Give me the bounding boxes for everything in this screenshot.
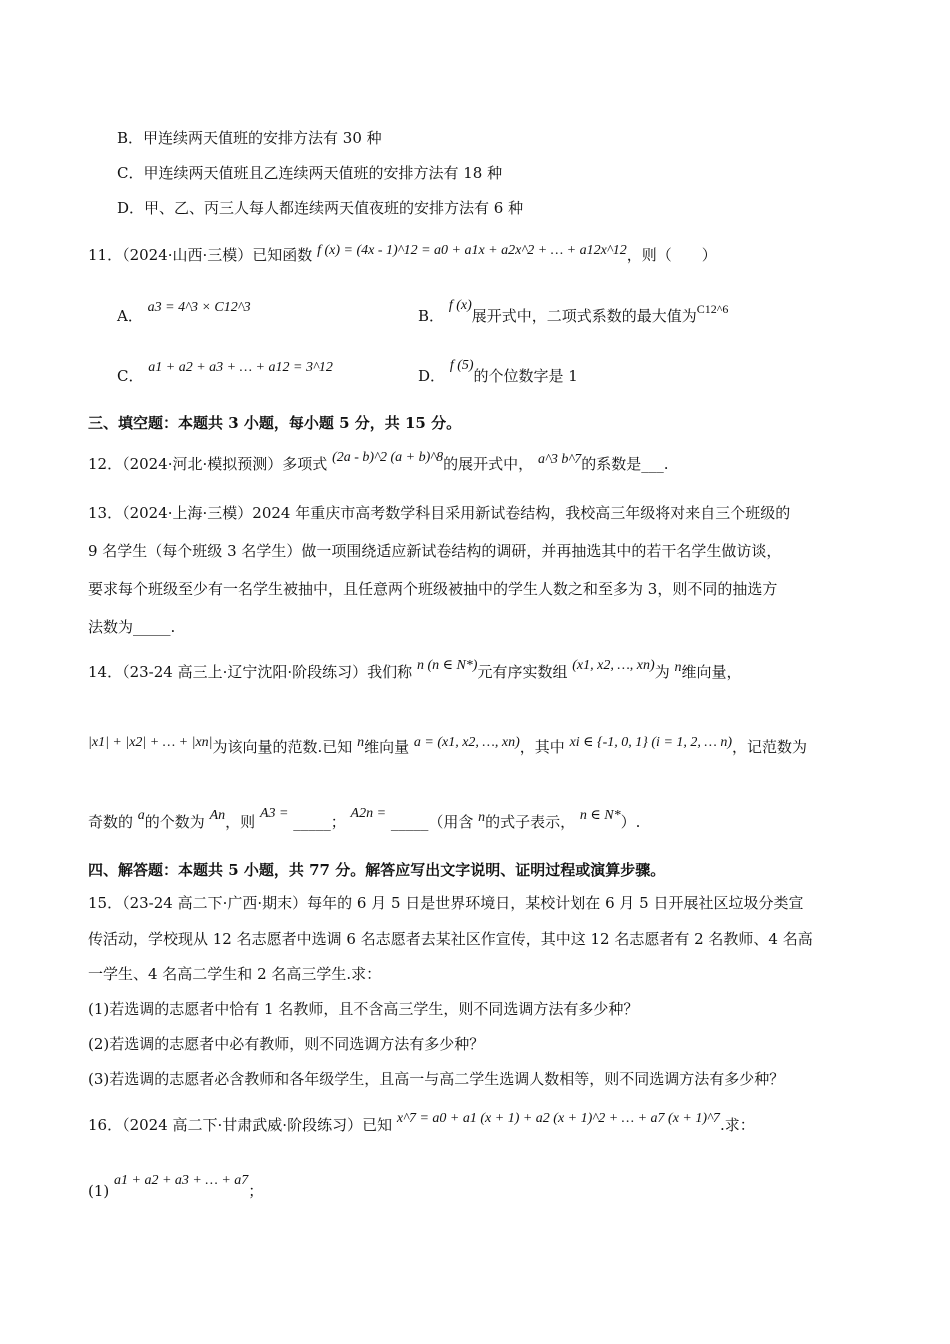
- question-text: 为该向量的范数.已知: [212, 738, 353, 756]
- question-end: .: [663, 455, 669, 473]
- q10-option-b: [117, 128, 382, 148]
- formula: A2n =: [350, 806, 387, 821]
- q13-line-1: [88, 503, 790, 523]
- formula: a^3 b^7: [537, 452, 582, 467]
- answer-blank-1[interactable]: _____: [293, 813, 331, 831]
- q10-option-d: [117, 198, 523, 218]
- option-text: 甲、乙、丙三人每人都连续两天值夜班的安排方法有 6 种: [144, 199, 524, 217]
- question-text: 奇数的: [88, 813, 134, 831]
- question-text: 元有序实数组: [477, 663, 568, 681]
- question-text: ）.: [620, 813, 641, 831]
- q13-line-3: 要求每个班级至少有一名学生被抽中，且任意两个班级被抽中的学生人数之和至多为 3，则不同的抽选方: [88, 580, 778, 598]
- formula: a: [137, 808, 145, 823]
- answer-blank-2[interactable]: _____: [390, 813, 429, 831]
- formula: f (5): [449, 358, 474, 373]
- formula: (x1, x2, …, xn): [572, 658, 655, 673]
- option-text: 甲连续两天值班且乙连续两天值班的安排方法有 18 种: [143, 164, 503, 182]
- question-text: 维向量: [364, 738, 410, 756]
- formula: (2a - b)^2 (a + b)^8: [332, 450, 444, 465]
- answer-blank[interactable]: ___: [641, 455, 664, 473]
- q12-stem: [88, 450, 669, 476]
- question-number: 14．: [88, 663, 123, 681]
- question-number: 13．: [88, 504, 123, 522]
- q15-part-2: (2)若选调的志愿者中必有教师，则不同选调方法有多少种？: [88, 1035, 485, 1053]
- question-text: ，记范数为: [732, 738, 808, 756]
- question-tail: ，则（ ）: [626, 246, 717, 264]
- question-text: （2024·上海·三模）2024 年重庆市高考数学科目采用新试卷结构，我校高三年级将对来自三个班级的: [122, 504, 791, 522]
- formula: x^7 = a0 + a1 (x + 1) + a2 (x + 1)^2 + … + a7 (x + 1)^7: [396, 1111, 720, 1126]
- option-label: B．: [117, 129, 144, 147]
- q13-line-4: [88, 617, 175, 637]
- question-text: （23-24 高二下·广西·期末）每年的 6 月 5 日是世界环境日，某校计划在 6 月 5 日开展社区垃圾分类宣: [122, 894, 804, 912]
- question-text: 的式子表示，: [485, 813, 576, 831]
- q14-line-1: [88, 658, 742, 684]
- formula: n: [478, 810, 486, 825]
- q16-stem: [88, 1111, 755, 1137]
- question-source: （2024·河北·模拟预测）多项式: [122, 455, 328, 473]
- question-source: （2024 高二下·甘肃武威·阶段练习）已知: [122, 1116, 393, 1134]
- part-end: ；: [248, 1182, 264, 1200]
- question-source: （23-24 高三上·辽宁沈阳·阶段练习）我们称: [122, 663, 413, 681]
- q10-option-c: [117, 163, 502, 183]
- option-text: 的个位数字是 1: [473, 367, 578, 385]
- formula: C12^6: [696, 302, 729, 316]
- q15-line-3: 一学生、4 名高二学生和 2 名高三学生.求：: [88, 965, 382, 983]
- question-text: 的个数为: [144, 813, 205, 831]
- q15-line-2: 传活动，学校现从 12 名志愿者中选调 6 名志愿者去某社区作宣传，其中这 12 名志愿者有 2 名教师、4 名高: [88, 930, 813, 948]
- option-text: 甲连续两天值班的安排方法有 30 种: [143, 129, 382, 147]
- section-heading-solutions: 四、解答题：本题共 5 小题，共 77 分。解答应写出文字说明、证明过程或演算步骤。: [88, 861, 666, 879]
- part-label: (1): [88, 1182, 110, 1200]
- question-text: ，则: [225, 813, 256, 831]
- option-label: D．: [117, 199, 145, 217]
- q11-option-a: [117, 300, 251, 328]
- option-label: A．: [117, 307, 143, 325]
- question-number: 12．: [88, 455, 123, 473]
- question-number: 11．: [88, 246, 123, 264]
- question-tail: .求：: [719, 1116, 755, 1134]
- q14-line-2: [88, 737, 807, 759]
- section-heading-fill-in: 三、填空题：本题共 3 小题，每小题 5 分，共 15 分。: [88, 414, 462, 432]
- option-text: 展开式中，二项式系数的最大值为: [471, 307, 697, 325]
- question-text: ；: [330, 813, 346, 831]
- formula: a = (x1, x2, …, xn): [413, 735, 520, 750]
- q16-part-1: [88, 1173, 264, 1203]
- question-text: 为: [654, 663, 670, 681]
- answer-blank[interactable]: _____: [133, 618, 171, 636]
- formula: |x1| + |x2| + … + |xn|: [88, 735, 213, 750]
- formula: An: [209, 808, 226, 823]
- formula: a1 + a2 + a3 + … + a12 = 3^12: [148, 360, 333, 375]
- formula: n ∈ N*: [579, 808, 621, 823]
- question-number: 15．: [88, 894, 123, 912]
- formula: xi ∈ {-1, 0, 1} (i = 1, 2, … n): [569, 735, 732, 750]
- question-text: （用含: [428, 813, 474, 831]
- option-label: B．: [418, 307, 445, 325]
- question-text: 维向量，: [681, 663, 742, 681]
- option-label: C．: [117, 367, 144, 385]
- question-number: 16．: [88, 1116, 123, 1134]
- q11-option-c: [117, 360, 333, 388]
- formula: a3 = 4^3 × C12^3: [147, 300, 251, 315]
- q11-option-d: [418, 358, 578, 388]
- q11-option-b: [418, 298, 729, 328]
- q14-line-3: [88, 806, 641, 834]
- q11-stem: [88, 245, 717, 267]
- formula: f (x): [448, 298, 472, 313]
- q15-part-3: (3)若选调的志愿者必含教师和各年级学生，且高一与高二学生选调人数相等，则不同选调方法有多少种？: [88, 1070, 785, 1088]
- question-source: （2024·山西·三模）已知函数: [122, 246, 313, 264]
- q13-line-2: 9 名学生（每个班级 3 名学生）做一项围绕适应新试卷结构的调研，并再抽选其中的若干名学生做访谈，: [88, 542, 782, 560]
- formula: A3 =: [259, 806, 289, 821]
- question-end: .: [170, 618, 176, 636]
- question-text: 的系数是: [581, 455, 642, 473]
- option-label: D．: [418, 367, 446, 385]
- question-text: 法数为: [88, 618, 134, 636]
- option-label: C．: [117, 164, 144, 182]
- formula: n: [357, 735, 365, 750]
- question-text: ，其中: [519, 738, 565, 756]
- question-text: 的展开式中，: [443, 455, 534, 473]
- q15-line-1: [88, 893, 803, 913]
- formula: n (n ∈ N*): [416, 658, 478, 673]
- formula: n: [674, 660, 682, 675]
- formula: a1 + a2 + a3 + … + a7: [114, 1173, 249, 1188]
- formula: f (x) = (4x - 1)^12 = a0 + a1x + a2x^2 + … + a12x^12: [317, 243, 627, 258]
- q15-part-1: (1)若选调的志愿者中恰有 1 名教师，且不含高三学生，则不同选调方法有多少种？: [88, 1000, 639, 1018]
